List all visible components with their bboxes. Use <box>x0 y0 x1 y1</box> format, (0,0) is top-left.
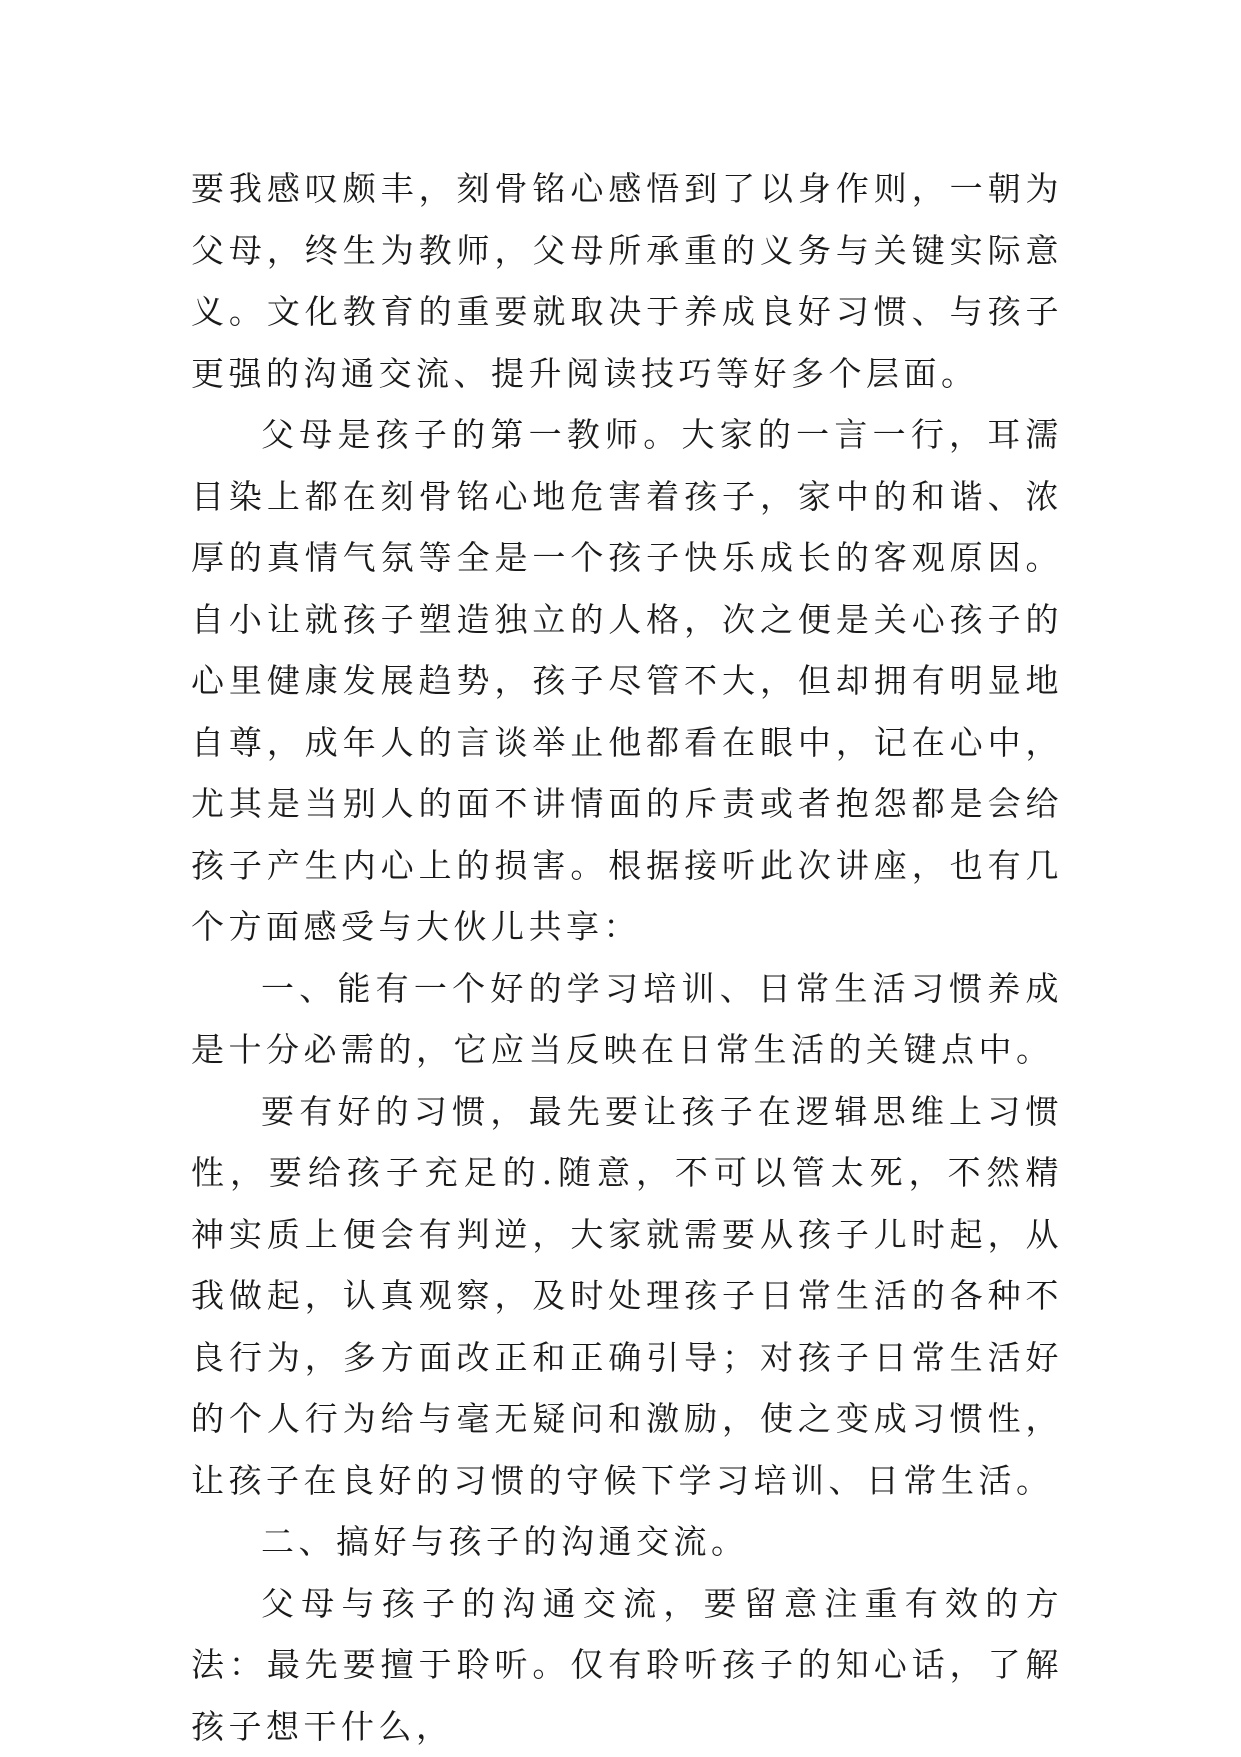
paragraph-3: 一、能有一个好的学习培训、日常生活习惯养成是十分必需的，它应当反映在日常生活的关键点中。 <box>191 958 1063 1081</box>
paragraph-4: 要有好的习惯，最先要让孩子在逻辑思维上习惯性，要给孩子充足的.随意，不可以管太死，不然精神实质上便会有判逆，大家就需要从孩子儿时起，从我做起，认真观察，及时处理孩子日常生活的各种不良行为，多方面改正和正确引导；对孩子日常生活好的个人行为给与毫无疑问和激励，使之变成习惯性，让孩子在良好的习惯的守候下学习培训、日常生活。 <box>191 1081 1063 1512</box>
paragraph-2: 父母是孩子的第一教师。大家的一言一行，耳濡目染上都在刻骨铭心地危害着孩子，家中的和谐、浓厚的真情气氛等全是一个孩子快乐成长的客观原因。自小让就孩子塑造独立的人格，次之便是关心孩子的心里健康发展趋势，孩子尽管不大，但却拥有明显地自尊，成年人的言谈举止他都看在眼中，记在心中，尤其是当别人的面不讲情面的斥责或者抱怨都是会给孩子产生内心上的损害。根据接听此次讲座，也有几个方面感受与大伙儿共享： <box>191 404 1063 958</box>
paragraph-1: 要我感叹颇丰，刻骨铭心感悟到了以身作则，一朝为父母，终生为教师，父母所承重的义务与关键实际意义。文化教育的重要就取决于养成良好习惯、与孩子更强的沟通交流、提升阅读技巧等好多个层面。 <box>191 158 1063 404</box>
paragraph-5: 二、搞好与孩子的沟通交流。 <box>191 1511 1063 1573</box>
paragraph-6: 父母与孩子的沟通交流，要留意注重有效的方法：最先要擅于聆听。仅有聆听孩子的知心话，了解孩子想干什么， <box>191 1573 1063 1757</box>
body-text <box>191 158 1063 1757</box>
